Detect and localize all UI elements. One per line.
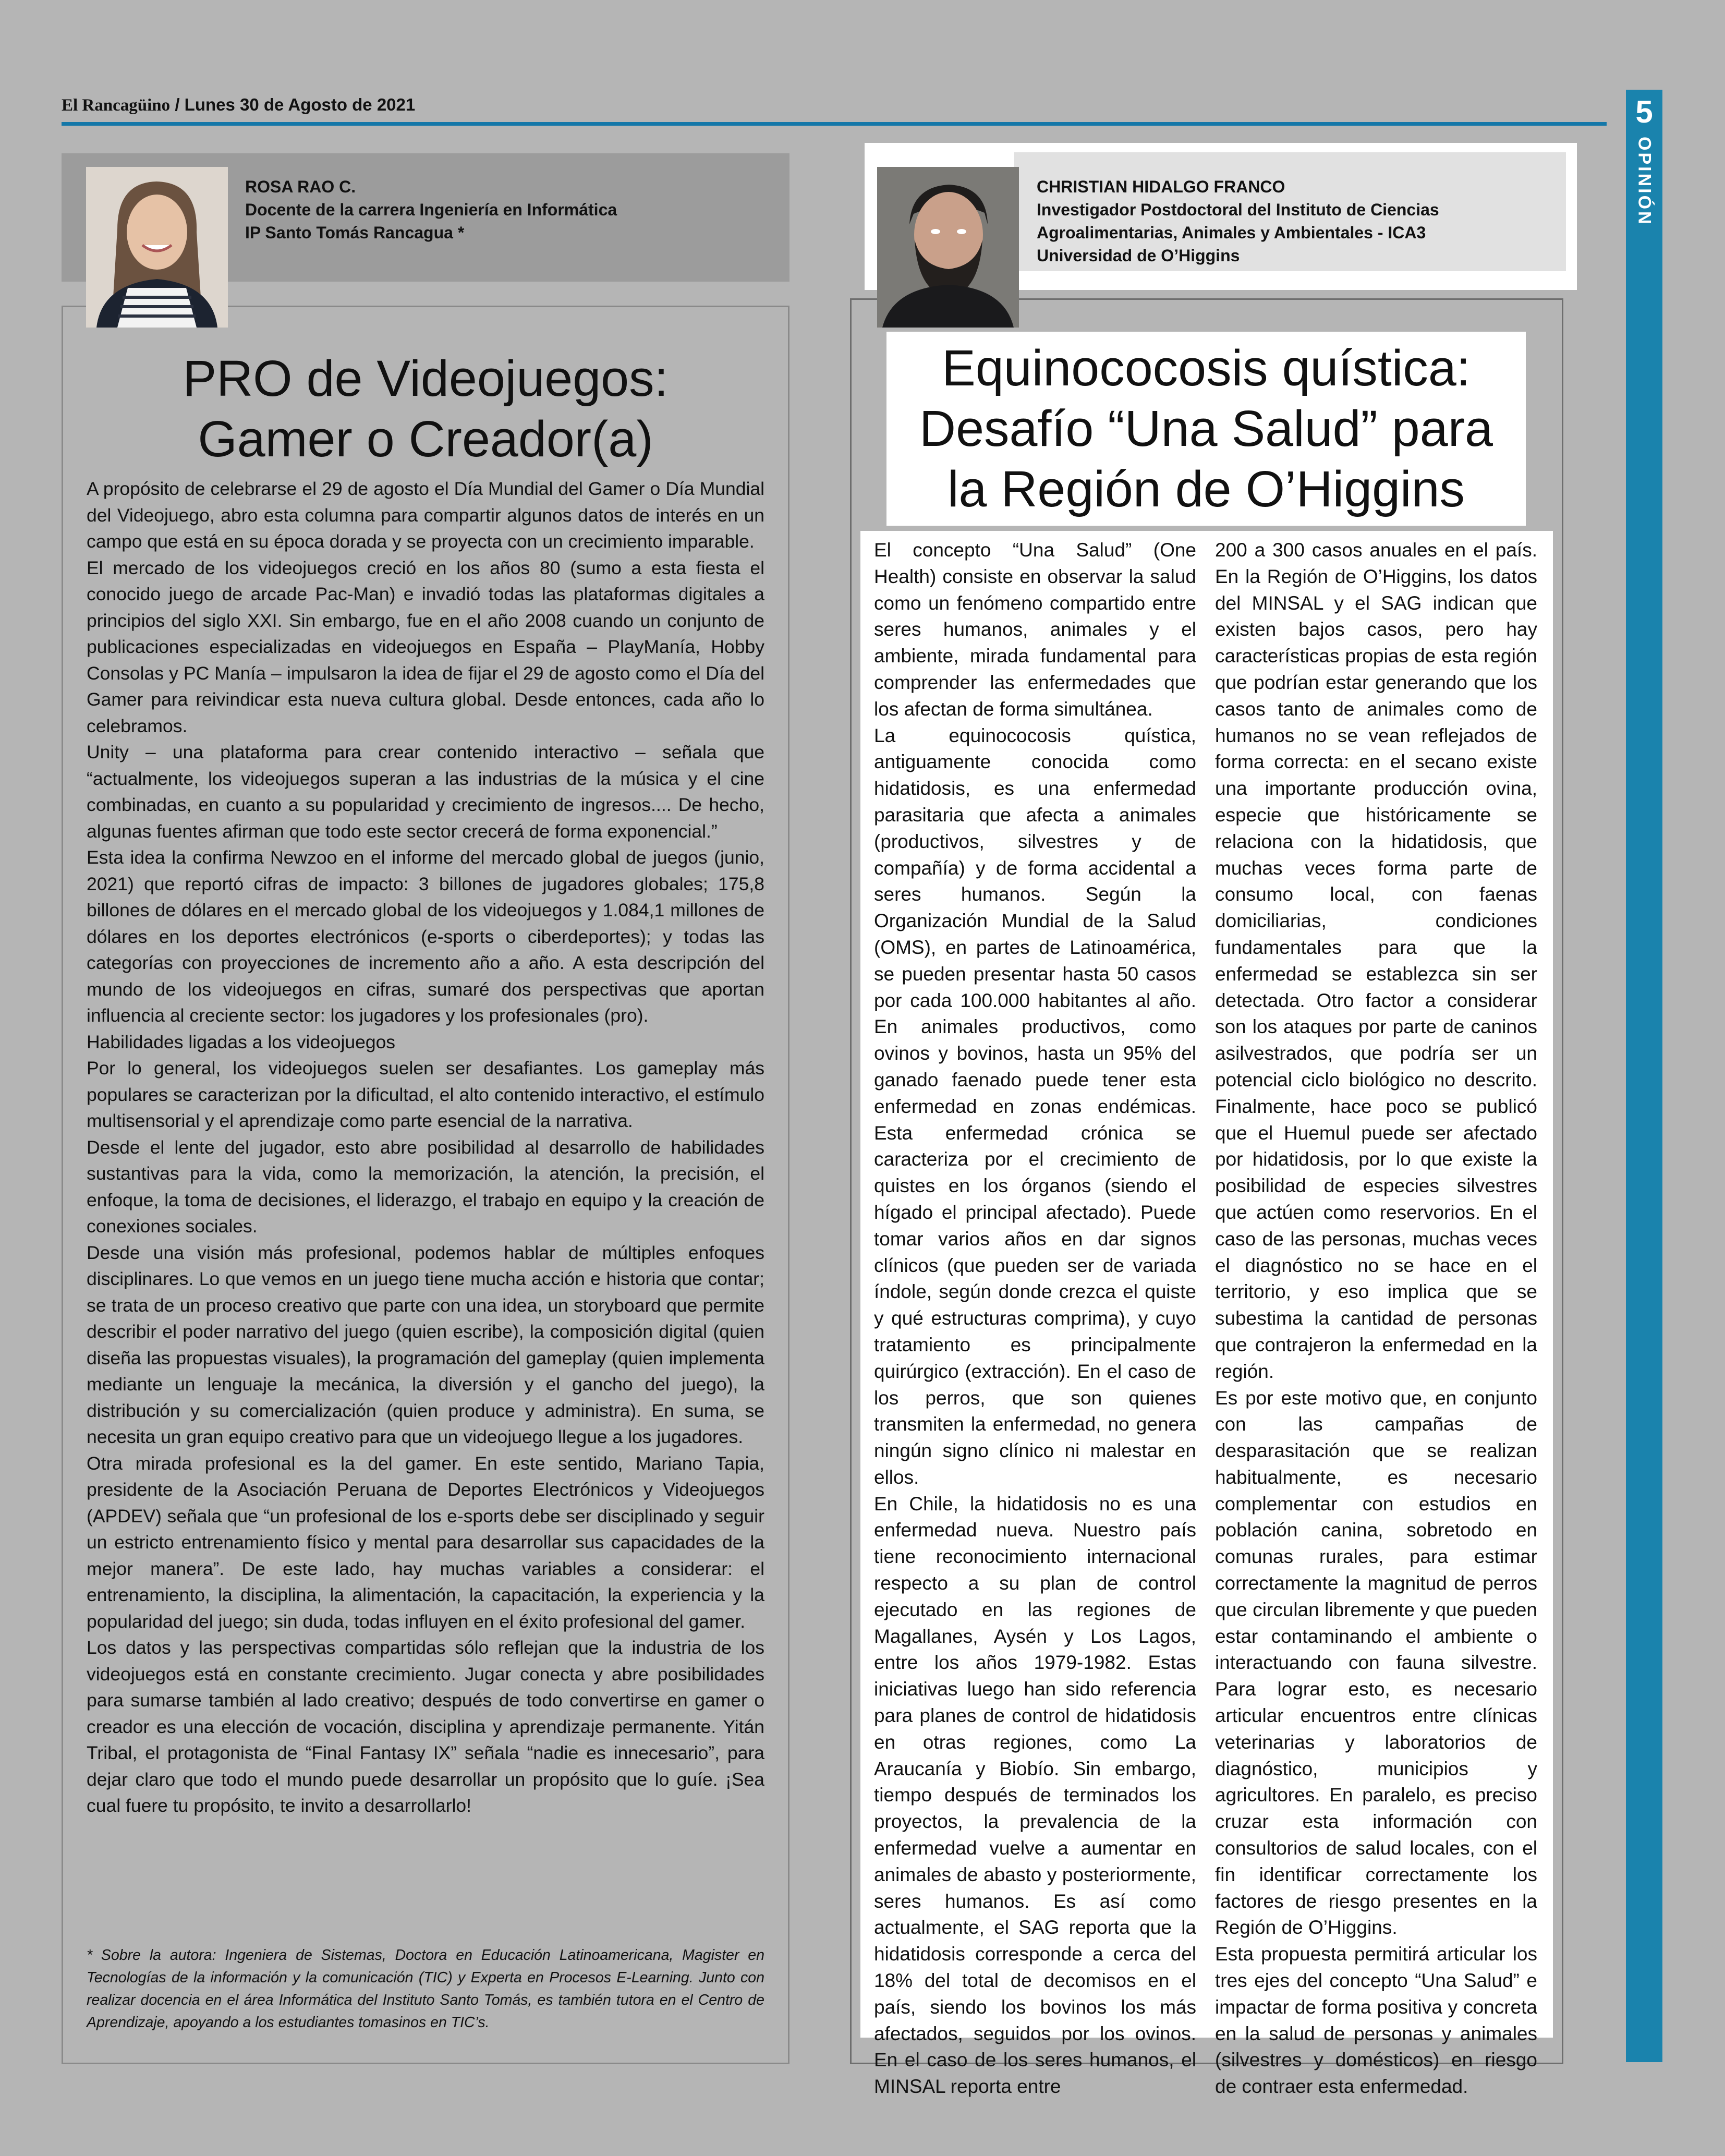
title-line: PRO de Videojuegos:	[183, 350, 669, 407]
paragraph: Es por este motivo que, en conjunto con las campañas de desparasitación que se realizan habitualmente, es necesario complementar con estudios en población canina, sobretodo en comunas rurales, para estimar correctamente la magnitud de perros que circulan libremente y que pueden estar contaminando el ambiente o interactuando con fauna silvestre. Para lograr esto, es necesario articular encuentros entre clínicas veterinarias y laboratorios de diagnóstico, municipios y agricultores. En paralelo, es preciso cruzar esta información con consultorios de salud locales, con el fin identificar correctamente los factores de riesgo presentes en la Región de O’Higgins.	[1215, 1387, 1537, 1939]
paragraph: Otra mirada profesional es la del gamer. En este sentido, Mariano Tapia, presidente de la Asociación Peruana de Deportes Electrónicos y Videojuegos (APDEV) señala que “un profesional de los e-sports debe ser disciplinado y seguir un estricto entrenamiento físico y mental para desarrollar sus capacidades de la mejor manera”. De este lado, hay muchas variables a considerar: el entrenamiento, la disciplina, la alimentación, la capacitación, la experiencia y la popularidad del juego; sin duda, todas influyen en el éxito profesional del gamer.	[87, 1452, 764, 1632]
page-number: 5	[1635, 94, 1653, 129]
section-sidebar	[1626, 90, 1662, 2062]
left-author-byline	[245, 175, 617, 244]
paragraph: Desde una visión más profesional, podemos hablar de múltiples enfoques disciplinares. Lo que vemos en un juego tiene mucha acción e historia que contar; se trata de un proceso creativo que parte con una idea, un storyboard que permite describir el poder narrativo del juego (quien escribe), la composición digital (quien diseña las propuestas visuales), la programación del gameplay (quien implementa mediante un lenguaje la mecánica, la diversión y el gancho del juego), la distribución y su comercialización (quien produce y administra). En suma, se necesita un gran equipo creativo para que un videojuego llegue a los jugadores.	[87, 1242, 764, 1447]
paragraph: La equinococosis quística, antiguamente conocida como hidatidosis, es una enfermedad parasitaria que afecta a animales (productivos, silvestres y de compañía) y de forma accidental a seres humanos. Según la Organización Mundial de la Salud (OMS), en partes de Latinoamérica, se pueden presentar hasta 50 casos por cada 100.000 habitantes al año. En animales productivos, como ovinos y bovinos, hasta un 95% del ganado faenado puede tener esta enfermedad en zonas endémicas. Esta enfermedad crónica se caracteriza por el crecimiento de quistes en los órganos (siendo el hígado el principal afectado). Puede tomar varios años en dar signos clínicos (que pueden ser de variada índole, según donde crezca el quiste y qué estructuras comprima), y cuyo tratamiento es principalmente quirúrgico (extracción). En el caso de los perros, que son quienes transmiten la enfermedad, no genera ningún signo clínico ni malestar en ellos.	[874, 724, 1196, 1488]
section-label-text: OPINIÓN	[1634, 137, 1655, 226]
author-role: Investigador Postdoctoral del Instituto de Ciencias	[1037, 200, 1439, 219]
author-footnote: * Sobre la autora: Ingeniera de Sistemas, Doctora en Educación Latinoamericana, Magister en Tecnologías de la información y la comunicación (TIC) y Experta en Procesos E-Learning. Junto con realizar docencia en el área Informática del Instituto Santo Tomás, es también tutora en el Centro de Aprendizaje, apoyando a los estudiantes tomasinos en TIC’s.	[87, 1947, 764, 2031]
newspaper-name: El Rancagüino	[62, 96, 171, 115]
masthead-rule	[62, 122, 1607, 126]
title-line: Equinococosis quística:	[942, 340, 1471, 396]
author-org: Universidad de O’Higgins	[1037, 246, 1240, 265]
author-photo-christian	[877, 167, 1019, 328]
left-article-title	[62, 348, 789, 469]
paragraph: En Chile, la hidatidosis no es una enfermedad nueva. Nuestro país tiene reconocimiento internacional respecto a su plan de control ejecutado en las regiones de Magallanes, Aysén y Los Lagos, entre los años 1979-1982. Estas iniciativas luego han sido referencia para planes de control de hidatidosis en otras regiones, como La Araucanía y Biobío. Sin embargo, tiempo después de terminados los proyectos, la prevalencia de la enfermedad vuelve a aumentar en animales de abasto y posteriormente, seres humanos. Es así como actualmente, el SAG reporta que la hidatidosis corresponde a cerca del 18% del total de decomisos en el país, siendo los bovinos los más afectados, seguidos por los ovinos. En el caso de los seres humanos, el MINSAL reporta entre	[874, 1493, 1196, 2098]
author-role: Docente de la carrera Ingeniería en Informática	[245, 200, 617, 219]
section-label	[1626, 137, 1662, 231]
avatar-woman-icon	[86, 167, 228, 328]
author-name: CHRISTIAN HIDALGO FRANCO	[1037, 177, 1285, 196]
author-name: ROSA RAO C.	[245, 177, 356, 196]
paragraph: Por lo general, los videojuegos suelen ser desafiantes. Los gameplay más populares se caracterizan por la dificultad, el alto contenido interactivo, el estímulo multisensorial y el aprendizaje como parte esencial de la narrativa.	[87, 1058, 764, 1131]
right-author-byline	[1037, 175, 1439, 267]
masthead	[62, 95, 415, 115]
paragraph: A propósito de celebrarse el 29 de agosto el Día Mundial del Gamer o Día Mundial del Videojuego, abro esta columna para compartir algunos datos de interés en un campo que está en su época dorada y se proyecta con un crecimiento imparable.	[87, 478, 764, 552]
title-line: la Región de O’Higgins	[947, 461, 1465, 517]
publication-date: Lunes 30 de Agosto de 2021	[184, 95, 416, 114]
paragraph: Desde el lente del jugador, esto abre posibilidad al desarrollo de habilidades sustantivas para la vida, como la memorización, la atención, la precisión, el enfoque, la toma de decisiones, el liderazgo, el trabajo en equipo y la creación de conexiones sociales.	[87, 1136, 764, 1237]
paragraph: Unity – una plataforma para crear contenido interactivo – señala que “actualmente, los videojuegos superan a las industrias de la música y el cine combinadas, en cuanto a su popularidad y crecimiento de ingresos.... De hecho, algunas fuentes afirman que todo este sector crecerá de forma exponencial.”	[87, 742, 764, 842]
avatar-man-icon	[877, 167, 1019, 328]
author-org: IP Santo Tomás Rancagua *	[245, 223, 465, 242]
right-article-column-2	[1215, 537, 1537, 2100]
left-article-body	[87, 476, 764, 1819]
paragraph: Esta propuesta permitirá articular los tres ejes del concepto “Una Salud” e impactar de forma positiva y concreta en la salud de personas y animales (silvestres y domésticos) en riesgo de contraer esta enfermedad.	[1215, 1943, 1537, 2098]
right-article-title	[886, 338, 1526, 519]
paragraph: 200 a 300 casos anuales en el país. En la Región de O’Higgins, los datos del MINSAL y el SAG indican que existen bajos casos, pero hay características propias de esta región que podrían estar generando que los casos tanto de animales como de humanos no se vean reflejados de forma correcta: en el secano existe una importante producción ovina, especie que históricamente se relaciona con la hidatidosis, que muchas veces forma parte de consumo local, con faenas domiciliarias, condiciones fundamentales para que la enfermedad se establezca sin ser detectada. Otro factor a considerar son los ataques por parte de caninos asilvestrados, que podría ser un potencial ciclo biológico no descrito. Finalmente, hace poco se publicó que el Huemul puede ser afectado por hidatidosis, por lo que existe la posibilidad de especies silvestres que actúen como reservorios. En el caso de las personas, muchas veces el diagnóstico no se hace en el territorio, y eso implica que se subestima la cantidad de personas que contrajeron la enfermedad en la región.	[1215, 539, 1537, 1382]
subheading: Habilidades ligadas a los videojuegos	[87, 1031, 396, 1052]
paragraph: El concepto “Una Salud” (One Health) consiste en observar la salud como un fenómeno compartido entre seres humanos, animales y el ambiente, mirada fundamental para comprender las enfermedades que los afectan de forma simultánea.	[874, 539, 1196, 720]
right-article-column-1	[874, 537, 1196, 2100]
author-photo-rosa	[86, 167, 228, 328]
title-line: Gamer o Creador(a)	[198, 410, 653, 467]
paragraph: Los datos y las perspectivas compartidas sólo reflejan que la industria de los videojuegos está en constante crecimiento. Jugar conecta y abre posibilidades para sumarse también al lado creativo; después de todo convertirse en gamer o creador es una elección de vocación, disciplina y aprendizaje permanente. Yitán Tribal, el protagonista de “Final Fantasy IX” señala “nadie es innecesario”, para dejar claro que todo el mundo puede desarrollar un propósito que lo guíe. ¡Sea cual fuere tu propósito, te invito a desarrollarlo!	[87, 1637, 764, 1816]
masthead-separator: /	[175, 95, 180, 114]
paragraph: Esta idea la confirma Newzoo en el informe del mercado global de juegos (junio, 2021) que reportó cifras de impacto: 3 billones de jugadores globales; 175,8 billones de dólares en el mercado global de los videojuegos y 1.084,1 millones de dólares en los deportes electrónicos (e-sports o ciberdeportes); y todas las categorías con proyecciones de incremento año a año. A esta descripción del mundo de los videojuegos en cifras, sumaré dos perspectivas que aportan influencia al creciente sector: los jugadores y los profesionales (pro).	[87, 847, 764, 1026]
title-line: Desafío “Una Salud” para	[919, 400, 1493, 457]
author-dept: Agroalimentarias, Animales y Ambientales - ICA3	[1037, 223, 1426, 242]
paragraph: El mercado de los videojuegos creció en los años 80 (sumo a esta fiesta el conocido juego de arcade Pac-Man) e invadió todas las plataformas digitales a principios del siglo XXI. Sin embargo, fue en el año 2008 cuando un conjunto de publicaciones especializadas en videojuegos en España – PlayManía, Hobby Consolas y PC Manía – impulsaron la idea de fijar el 29 de agosto como el Día del Gamer para reivindicar esta nueva cultura global. Desde entonces, cada año lo celebramos.	[87, 557, 764, 736]
